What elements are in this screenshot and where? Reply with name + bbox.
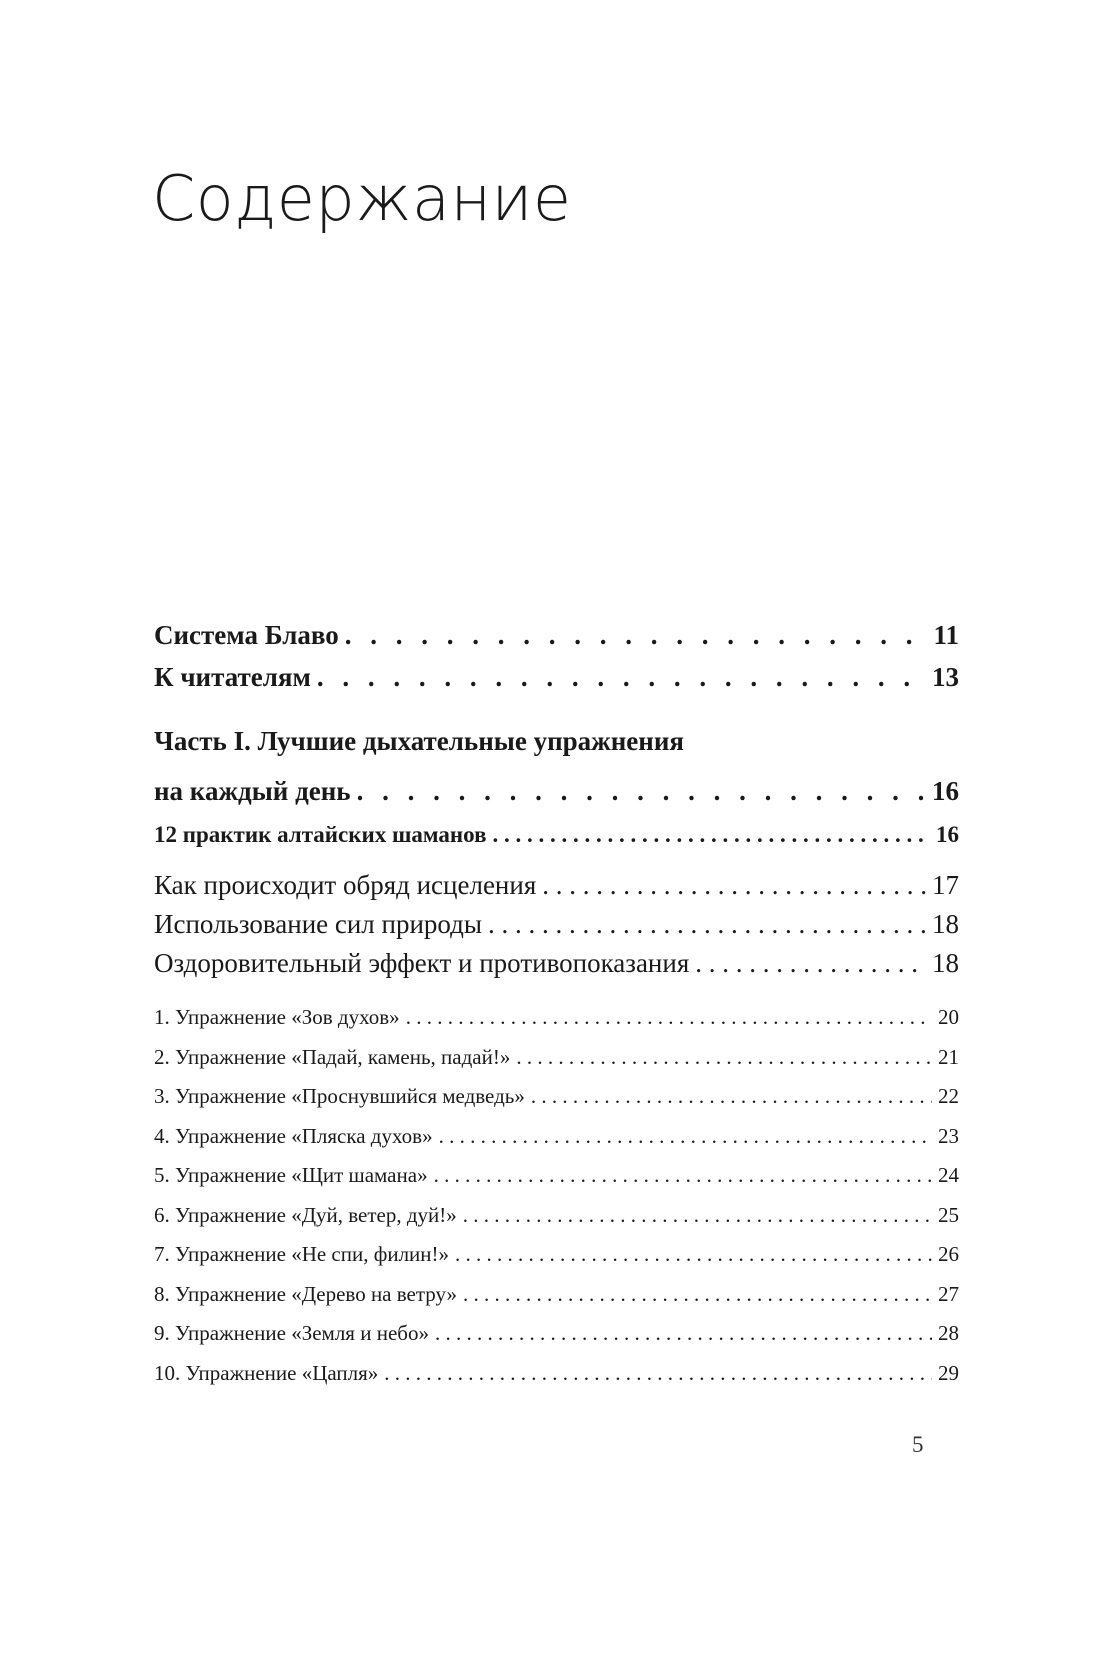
toc-subsection-entry[interactable] — [154, 870, 959, 909]
toc-exercise-entry[interactable] — [154, 1045, 959, 1085]
dot-leader — [488, 909, 926, 940]
toc-exercise-entry[interactable] — [154, 1005, 959, 1045]
toc-entry-label: К читателям — [154, 662, 311, 692]
dot-leader — [542, 870, 926, 901]
toc-part-title[interactable]: Часть I. Лучшие дыхательные упражнения — [154, 726, 684, 756]
toc-entry-page: 21 — [938, 1044, 959, 1069]
toc-entry-page: 25 — [938, 1202, 959, 1227]
dot-leader — [345, 620, 928, 651]
page-number: 5 — [912, 1432, 924, 1457]
page-title: Содержание — [152, 162, 572, 235]
toc-entry-label: 4. Упражнение «Пляска духов» — [154, 1123, 433, 1148]
toc-entry-k-chitatelyam[interactable] — [154, 662, 959, 704]
toc-entry-label: 10. Упражнение «Цапля» — [154, 1360, 379, 1385]
dot-leader — [406, 1005, 932, 1030]
dot-leader — [439, 1124, 932, 1149]
toc-entry-label: на каждый день — [154, 776, 351, 806]
toc-entry-page: 24 — [938, 1163, 959, 1187]
toc-entry-page: 20 — [938, 1005, 959, 1029]
toc-entry-page: 27 — [938, 1281, 959, 1306]
dot-leader — [493, 822, 930, 848]
toc-entry-label: 8. Упражнение «Дерево на ветру» — [154, 1281, 458, 1306]
dot-leader — [695, 948, 926, 979]
toc-exercise-entry[interactable] — [154, 1321, 959, 1361]
table-of-contents — [154, 620, 959, 1400]
toc-entry-label: Использование сил природы — [154, 909, 483, 939]
dot-leader — [516, 1045, 932, 1070]
toc-entry-label: Оздоровительный эффект и противопоказания — [154, 948, 690, 978]
dot-leader — [317, 662, 926, 693]
toc-section-entry[interactable] — [154, 822, 959, 870]
toc-entry-page: 23 — [938, 1123, 959, 1148]
toc-entry-page: 18 — [932, 948, 959, 978]
toc-entry-page: 11 — [933, 620, 959, 650]
toc-exercise-entry[interactable] — [154, 1163, 959, 1203]
toc-entry-page: 16 — [936, 822, 959, 847]
toc-entry-sistema-blavo[interactable] — [154, 620, 959, 662]
dot-leader — [357, 776, 926, 807]
toc-part-title-continued[interactable] — [154, 776, 959, 818]
toc-entry-label: 3. Упражнение «Проснувшийся медведь» — [154, 1084, 525, 1108]
toc-exercise-entry[interactable] — [154, 1242, 959, 1282]
toc-entry-page: 16 — [932, 776, 959, 806]
toc-entry-page: 17 — [932, 870, 959, 900]
toc-entry-label: 5. Упражнение «Щит шамана» — [154, 1163, 428, 1187]
dot-leader — [531, 1084, 932, 1109]
toc-exercise-entry[interactable] — [154, 1361, 959, 1401]
toc-entry-label: 1. Упражнение «Зов духов» — [154, 1005, 400, 1029]
toc-entry-page: 13 — [932, 662, 959, 692]
toc-entry-page: 28 — [938, 1321, 959, 1345]
toc-entry-label: 9. Упражнение «Земля и небо» — [154, 1321, 429, 1345]
toc-entry-label: 6. Упражнение «Дуй, ветер, дуй!» — [154, 1202, 457, 1227]
dot-leader — [435, 1321, 932, 1346]
toc-entry-label: Система Блаво — [154, 620, 339, 650]
toc-entry-page: 26 — [938, 1242, 959, 1266]
toc-entry-label: 2. Упражнение «Падай, камень, падай!» — [154, 1044, 511, 1069]
toc-entry-page: 18 — [932, 909, 959, 939]
toc-subsection-entry[interactable] — [154, 948, 959, 987]
toc-entry-label: 7. Упражнение «Не спи, филин!» — [154, 1242, 450, 1266]
toc-exercise-entry[interactable] — [154, 1124, 959, 1164]
dot-leader — [455, 1242, 932, 1267]
dot-leader — [463, 1282, 932, 1307]
toc-exercise-entry[interactable] — [154, 1282, 959, 1322]
toc-exercise-entry[interactable] — [154, 1084, 959, 1124]
toc-entry-label: Как происходит обряд исцеления — [154, 870, 537, 900]
toc-entry-label: 12 практик алтайских шаманов — [154, 822, 487, 847]
toc-entry-page: 22 — [938, 1084, 959, 1108]
dot-leader — [384, 1361, 932, 1386]
dot-leader — [434, 1163, 932, 1188]
dot-leader — [463, 1203, 932, 1228]
toc-exercise-entry[interactable] — [154, 1203, 959, 1243]
toc-entry-page: 29 — [938, 1360, 959, 1385]
toc-subsection-entry[interactable] — [154, 909, 959, 948]
